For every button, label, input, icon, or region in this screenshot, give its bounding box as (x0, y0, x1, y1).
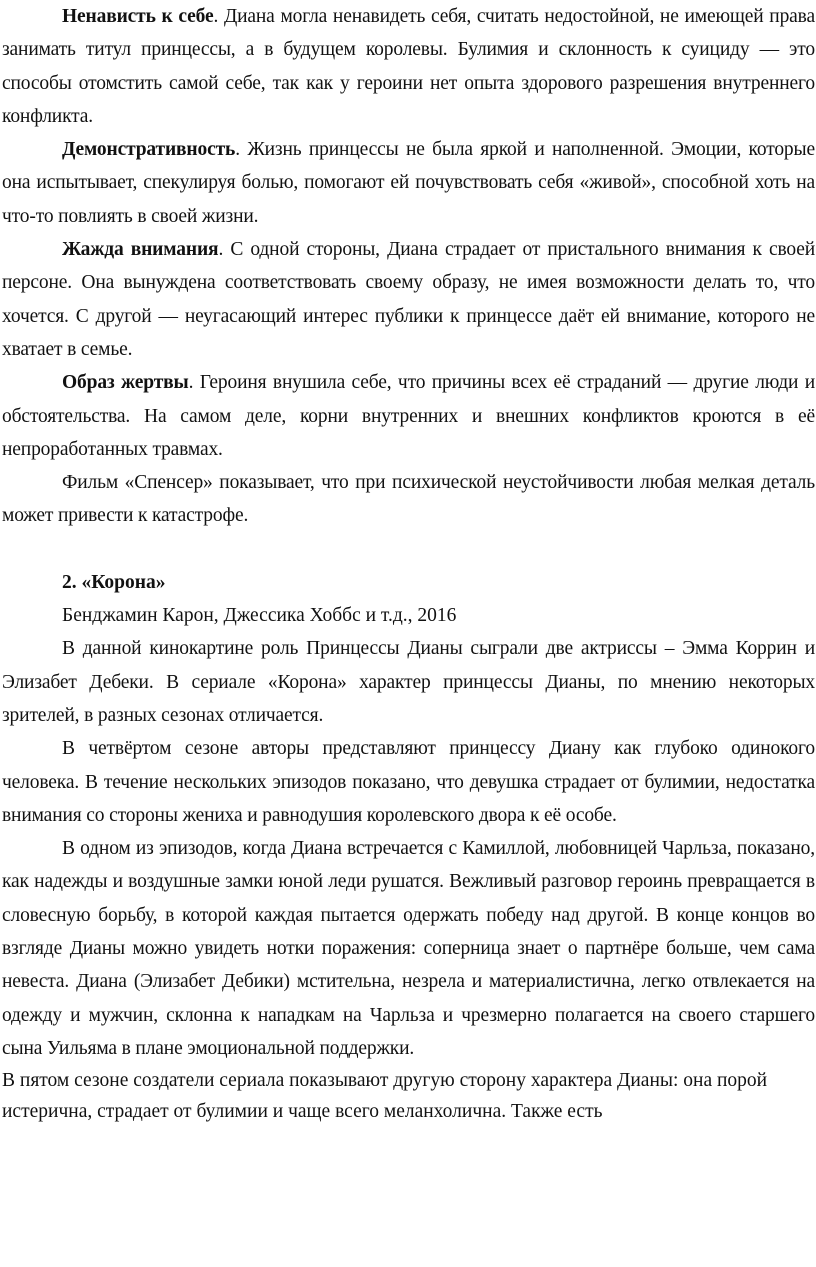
text-victim-image: . Героиня внушила себе, что причины всех её страданий — другие люди и обстоятельства. На самом деле, корни внутренних и внешних конфликтов кроются в её непроработанных травмах. (2, 372, 815, 460)
paragraph-victim-image (0, 366, 816, 466)
paragraph-season-four: В четвёртом сезоне авторы представляют принцессу Диану как глубоко одинокого человека. В течение нескольких эпизодов показано, что девушка страдает от булимии, недостатка внимания со стороны жениха и равнодушия королевского двора к её особе. (2, 738, 815, 826)
term-demonstrativeness: Демонстративность (62, 139, 236, 161)
term-victim-image: Образ жертвы (62, 372, 189, 394)
paragraph-camilla-episode: В одном из эпизодов, когда Диана встречается с Камиллой, любовницей Чарльза, показано, как надежды и воздушные замки юной леди рушатся. Вежливый разговор героинь превращается в словесную борьбу, в которой каждая пытается одержать победу над другой. В конце концов во взгляде Дианы можно увидеть нотки поражения: соперница знает о партнёре больше, чем сама невеста. Диана (Элизабет Дебики) мстительна, незрела и материалистична, легко отвлекается на одежду и мужчин, склонна к нападкам на Чарльза и чрезмерно полагается на своего старшего сына Уильяма в плане эмоциональной поддержки. (2, 838, 815, 1059)
paragraph-demonstrativeness (0, 133, 816, 233)
text-demonstrativeness: . Жизнь принцессы не была яркой и наполненной. Эмоции, которые она испытывает, спекулируя болью, помогают ей почувствовать себя «живой», способной хоть на что-то повлиять в своей жизни. (2, 139, 815, 227)
paragraph-crown-actresses: В данной кинокартине роль Принцессы Дианы сыграли две актриссы – Эмма Коррин и Элизабет Дебеки. В сериале «Корона» характер принцессы Дианы, по мнению некоторых зрителей, в разных сезонах отличается. (2, 638, 815, 726)
paragraph-attention-craving (0, 233, 816, 366)
spacer (0, 533, 816, 566)
text-self-hatred: . Диана могла ненавидеть себя, считать недостойной, не имеющей права занимать титул принцессы, а в будущем королевы. Булимия и склонность к суициду — это способы отомстить самой себе, так как у героини нет опыта здорового разрешения внутреннего конфликта. (2, 6, 815, 127)
term-attention-craving: Жажда внимания (62, 239, 219, 261)
term-self-hatred: Ненависть к себе (62, 6, 214, 27)
section-credits: Бенджамин Карон, Джессика Хоббс и т.д., 2016 (62, 605, 457, 627)
paragraph-self-hatred (0, 0, 816, 133)
paragraph-season-five: В пятом сезоне создатели сериала показывают другую сторону характера Дианы: она порой истерична, страдает от булимии и чаще всего меланхолична. Также есть (2, 1070, 768, 1123)
text-attention-craving: . С одной стороны, Диана страдает от пристального внимания к своей персоне. Она вынуждена соответствовать своему образу, не имея возможности делать то, что хочется. С другой — неугасающий интерес публики к принцессе даёт ей внимание, которого не хватает в семье. (2, 239, 815, 360)
section-heading: 2. «Корона» (62, 571, 166, 593)
paragraph-spencer-conclusion: Фильм «Спенсер» показывает, что при психической неустойчивости любая мелкая деталь может привести к катастрофе. (2, 472, 815, 527)
